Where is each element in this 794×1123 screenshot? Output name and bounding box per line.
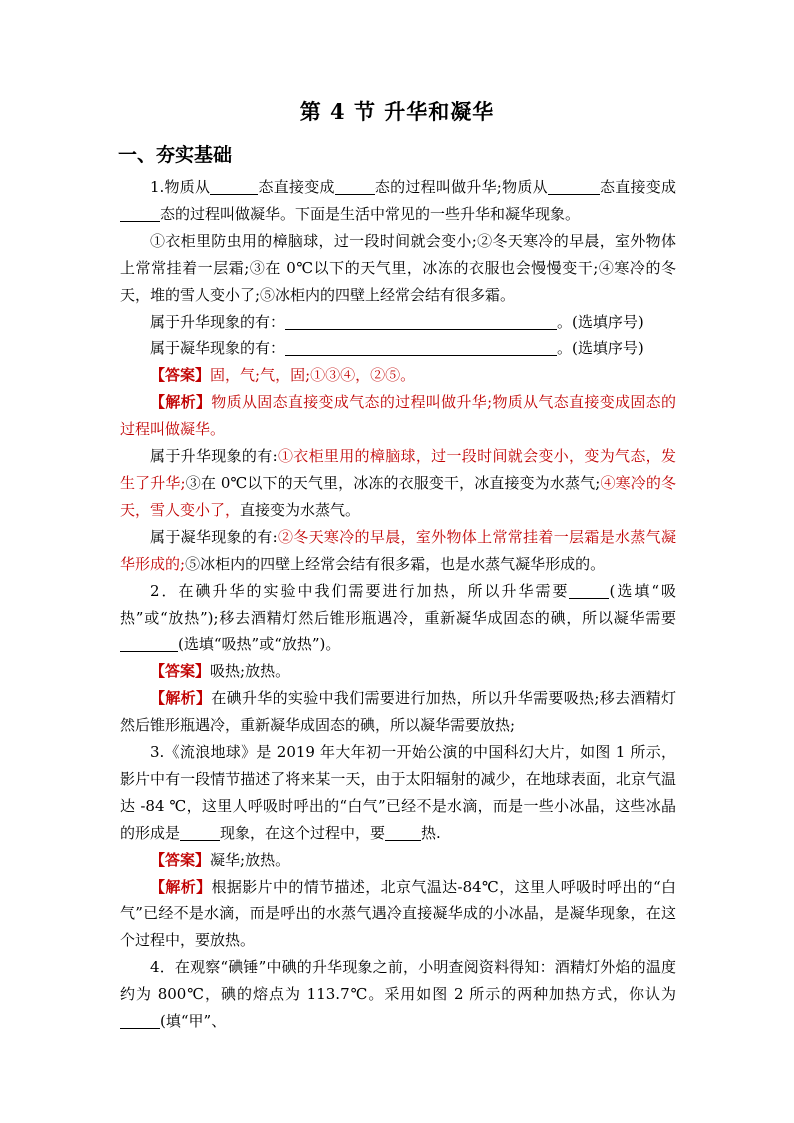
answer-blank — [210, 177, 258, 195]
answer-tag: 【答案】 — [150, 662, 211, 681]
analysis-tag: 【解析】 — [150, 393, 212, 412]
analysis-1-sublimation: 属于升华现象的有:①衣柜里用的樟脑球，过一段时间就会变小，变为气态，发生了升华;③在 0℃以下的天气里，冰冻的衣服变干，冰直接变为水蒸气;④寒冷的冬天，雪人变小了，直接变为水蒸气。 — [120, 447, 676, 519]
document-body — [120, 174, 676, 1035]
page-title: 第 4 节 升华和凝华 — [299, 99, 495, 124]
question-2: 2．在碘升华的实验中我们需要进行加热，所以升华需要 (选填“吸热”或“放热”);移去酒精灯然后锥形瓶遇冷，重新凝华成固态的碘，所以凝华需要(选填“吸热”或“放热”)。 — [120, 581, 676, 654]
answer-blank — [335, 177, 375, 195]
answer-3: 【答案】凝华;放热。 — [150, 850, 291, 869]
deposition-prompt: 属于凝华现象的有： 。(选填序号) — [150, 339, 644, 358]
answer-blank — [285, 312, 557, 330]
analysis-3: 【解析】根据影片中的情节描述，北京气温达-84℃，这里人呼吸时呼出的“白气”已经不是水滴，而是呼出的水蒸气遇冷直接凝华成的小冰晶，是凝华现象，在这个过程中，要放热。 — [120, 877, 676, 950]
analysis-2: 【解析】在碘升华的实验中我们需要进行加热，所以升华需要吸热;移去酒精灯然后锥形瓶遇冷，重新凝华成固态的碘，所以凝华需要放热; — [120, 689, 676, 735]
question-3: 3.《流浪地球》是 2019 年大年初一开始公演的中国科幻大片，如图 1 所示，影片中有一段情节描述了将来某一天，由于太阳辐射的减少，在地球表面，北京气温达 -84 ℃，这里人呼吸时呼出的“白气”已经不是水滴，而是一些小冰晶，这些冰晶的形成是 现象，在这个过程中，要 热. — [120, 743, 676, 842]
answer-blank — [120, 1011, 160, 1029]
answer-blank — [385, 823, 421, 841]
section-heading: 一、夯实基础 — [118, 144, 233, 166]
answer-blank — [569, 581, 609, 599]
answer-blank — [548, 177, 600, 195]
answer-1: 【答案】固，气;气，固;①③④，②⑤。 — [150, 366, 416, 385]
phenomena-list: ①衣柜里防虫用的樟脑球，过一段时间就会变小;②冬天寒冷的早晨，室外物体上常常挂着一层霜;③在 0℃以下的天气里，冰冻的衣服也会慢慢变干;④寒冷的冬天，堆的雪人变小了;⑤冰柜内的四壁上经常会结有很多霜。 — [120, 231, 676, 304]
answer-tag: 【答案】 — [150, 366, 211, 385]
analysis-tag: 【解析】 — [150, 877, 212, 896]
answer-blank — [120, 204, 160, 222]
answer-blank — [180, 823, 220, 841]
question-1: 1.物质从 态直接变成 态的过程叫做升华;物质从 态直接变成态的过程叫做凝华。下面是生活中常见的一些升华和凝华现象。 — [120, 174, 676, 228]
answer-blank — [120, 634, 178, 652]
analysis-tag: 【解析】 — [150, 689, 212, 708]
answer-tag: 【答案】 — [150, 850, 211, 869]
analysis-1: 【解析】物质从固态直接变成气态的过程叫做升华;物质从气态直接变成固态的过程叫做凝华。 — [120, 393, 676, 439]
answer-blank — [285, 338, 557, 356]
analysis-1-deposition: 属于凝华现象的有:②冬天寒冷的早晨，室外物体上常常挂着一层霜是水蒸气凝华形成的;⑤冰柜内的四壁上经常会结有很多霜，也是水蒸气凝华形成的。 — [120, 527, 676, 573]
sublimation-prompt: 属于升华现象的有： 。(选填序号) — [150, 312, 644, 331]
answer-2: 【答案】吸热;放热。 — [150, 662, 291, 681]
question-4: 4．在观察“碘锤”中碘的升华现象之前，小明查阅资料得知：酒精灯外焰的温度约为 800℃，碘的熔点为 113.7℃。采用如图 2 所示的两种加热方式，你认为(填“甲”、 — [120, 958, 676, 1031]
